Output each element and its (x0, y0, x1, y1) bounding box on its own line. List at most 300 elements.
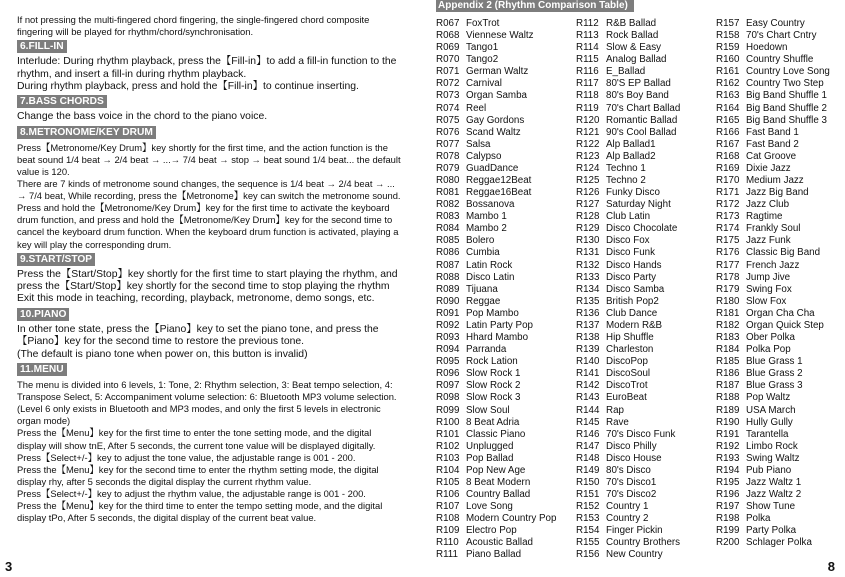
rhythm-row (436, 175, 556, 187)
rhythm-row (716, 235, 830, 247)
rhythm-name: Jump Jive (746, 271, 791, 283)
rhythm-code: R139 (576, 344, 600, 356)
rhythm-name: EuroBeat (606, 392, 647, 404)
rhythm-row (576, 332, 680, 344)
rhythm-name: Salsa (466, 138, 491, 150)
rhythm-name: Organ Samba (466, 90, 527, 102)
rhythm-name: Jazz Big Band (746, 187, 809, 199)
rhythm-name: E_Ballad (606, 66, 646, 78)
rhythm-name: Disco Philly (606, 440, 657, 452)
rhythm-row (576, 187, 680, 199)
rhythm-name: Country 1 (606, 501, 649, 513)
rhythm-name: Gay Gordons (466, 114, 525, 126)
rhythm-code: R078 (436, 150, 460, 162)
rhythm-code: R136 (576, 307, 600, 319)
section-paragraph: (Level 6 only exists in Bluetooth and MP3 modes, and only the first 5 levels in electronic organ mode) (17, 403, 381, 427)
rhythm-code: R081 (436, 187, 460, 199)
rhythm-code: R092 (436, 319, 460, 331)
rhythm-row (576, 272, 680, 284)
rhythm-code: R101 (436, 428, 460, 440)
rhythm-code: R144 (576, 404, 600, 416)
rhythm-name: Swing Waltz (746, 452, 800, 464)
rhythm-code: R075 (436, 114, 460, 126)
rhythm-row (716, 103, 830, 115)
rhythm-name: Bolero (466, 235, 495, 247)
rhythm-code: R184 (716, 344, 740, 356)
rhythm-row (436, 66, 556, 78)
rhythm-code: R072 (436, 78, 460, 90)
rhythm-code: R199 (716, 525, 740, 537)
rhythm-row (436, 151, 556, 163)
rhythm-row (716, 18, 830, 30)
rhythm-row (436, 139, 556, 151)
rhythm-name: Ober Polka (746, 332, 796, 344)
rhythm-code: R074 (436, 102, 460, 114)
rhythm-name: Hully Gully (746, 416, 793, 428)
rhythm-name: Techno 1 (606, 162, 646, 174)
rhythm-name: Disco Fox (606, 235, 650, 247)
rhythm-code: R098 (436, 392, 460, 404)
rhythm-code: R082 (436, 199, 460, 211)
rhythm-row (576, 199, 680, 211)
rhythm-name: Rock Lation (466, 356, 518, 368)
rhythm-name: Viennese Waltz (466, 30, 534, 42)
rhythm-name: Pop Waltz (746, 392, 791, 404)
rhythm-name: Rock Ballad (606, 30, 659, 42)
rhythm-code: R102 (436, 440, 460, 452)
rhythm-name: Big Band Shuffle 2 (746, 102, 827, 114)
section-heading: 11.MENU (17, 363, 67, 376)
rhythm-row (576, 344, 680, 356)
rhythm-name: Parranda (466, 344, 507, 356)
rhythm-name: Rap (606, 404, 624, 416)
rhythm-row (716, 211, 830, 223)
rhythm-column-2 (576, 18, 680, 562)
rhythm-name: R&B Ballad (606, 18, 657, 29)
rhythm-code: R073 (436, 90, 460, 102)
rhythm-name: Tarantella (746, 428, 789, 440)
rhythm-code: R155 (576, 537, 600, 549)
rhythm-name: 70's Chart Cntry (746, 30, 817, 42)
rhythm-code: R169 (716, 162, 740, 174)
rhythm-row (436, 368, 556, 380)
rhythm-code: R071 (436, 66, 460, 78)
rhythm-row (436, 54, 556, 66)
rhythm-code: R135 (576, 295, 600, 307)
rhythm-row (436, 163, 556, 175)
rhythm-code: R122 (576, 138, 600, 150)
rhythm-code: R077 (436, 138, 460, 150)
rhythm-name: Hoedown (746, 42, 788, 54)
rhythm-column-1 (436, 18, 556, 562)
rhythm-row (716, 513, 830, 525)
rhythm-row (716, 320, 830, 332)
rhythm-name: Big Band Shuffle 1 (746, 90, 827, 102)
rhythm-code: R171 (716, 187, 740, 199)
rhythm-name: Polka (746, 513, 771, 525)
rhythm-name: Saturday Night (606, 199, 671, 211)
rhythm-row (716, 380, 830, 392)
rhythm-name: Cat Groove (746, 150, 797, 162)
rhythm-column-3 (716, 18, 830, 549)
section-paragraph: In other tone state, press the【Piano】key to set the piano tone, and press the【Piano】key for the second time to restore the previous tone. (17, 323, 379, 348)
rhythm-name: Club Dance (606, 307, 658, 319)
rhythm-row (576, 380, 680, 392)
rhythm-name: Country Love Song (746, 66, 830, 78)
rhythm-name: Disco Party (606, 271, 657, 283)
rhythm-code: R196 (716, 489, 740, 501)
rhythm-code: R174 (716, 223, 740, 235)
rhythm-code: R185 (716, 356, 740, 368)
rhythm-row (436, 42, 556, 54)
rhythm-code: R094 (436, 344, 460, 356)
rhythm-row (716, 199, 830, 211)
rhythm-row (716, 417, 830, 429)
rhythm-code: R152 (576, 501, 600, 513)
rhythm-row (716, 66, 830, 78)
rhythm-code: R127 (576, 199, 600, 211)
rhythm-row (436, 18, 556, 30)
rhythm-name: Blue Grass 2 (746, 368, 803, 380)
rhythm-row (436, 103, 556, 115)
rhythm-name: Reggae12Beat (466, 175, 532, 187)
rhythm-name: Slow Rock 1 (466, 368, 521, 380)
rhythm-row (716, 127, 830, 139)
rhythm-row (716, 272, 830, 284)
rhythm-name: Carnival (466, 78, 502, 90)
rhythm-row (436, 429, 556, 441)
rhythm-name: Hip Shuffle (606, 332, 654, 344)
rhythm-row (716, 296, 830, 308)
rhythm-name: DiscoTrot (606, 380, 648, 392)
rhythm-code: R150 (576, 476, 600, 488)
rhythm-code: R104 (436, 464, 460, 476)
rhythm-row (576, 368, 680, 380)
rhythm-code: R084 (436, 223, 460, 235)
rhythm-row (436, 501, 556, 513)
rhythm-name: Unplugged (466, 440, 514, 452)
rhythm-row (576, 537, 680, 549)
rhythm-row (716, 392, 830, 404)
rhythm-name: Slow Rock 3 (466, 392, 521, 404)
rhythm-name: Pop Ballad (466, 452, 514, 464)
rhythm-name: Analog Ballad (606, 54, 667, 66)
rhythm-name: Fast Band 1 (746, 126, 799, 138)
rhythm-code: R191 (716, 428, 740, 440)
rhythm-name: DiscoSoul (606, 368, 651, 380)
rhythm-row (716, 489, 830, 501)
rhythm-row (436, 405, 556, 417)
rhythm-row (436, 211, 556, 223)
rhythm-code: R138 (576, 332, 600, 344)
rhythm-code: R083 (436, 211, 460, 223)
rhythm-row (436, 247, 556, 259)
rhythm-row (436, 332, 556, 344)
rhythm-row (436, 549, 556, 561)
rhythm-code: R190 (716, 416, 740, 428)
rhythm-row (436, 272, 556, 284)
rhythm-row (576, 320, 680, 332)
rhythm-name: Finger Pickin (606, 525, 663, 537)
rhythm-row (576, 308, 680, 320)
rhythm-code: R090 (436, 295, 460, 307)
section-paragraph: Change the bass voice in the chord to the piano voice. (17, 111, 268, 123)
rhythm-row (716, 453, 830, 465)
rhythm-name: Piano Ballad (466, 549, 522, 561)
rhythm-code: R176 (716, 247, 740, 259)
rhythm-code: R103 (436, 452, 460, 464)
rhythm-name: Mambo 2 (466, 223, 507, 235)
rhythm-code: R117 (576, 78, 599, 90)
rhythm-row (436, 417, 556, 429)
rhythm-name: Blue Grass 1 (746, 356, 803, 368)
rhythm-code: R132 (576, 259, 600, 271)
rhythm-row (576, 392, 680, 404)
rhythm-code: R148 (576, 452, 600, 464)
rhythm-code: R143 (576, 392, 600, 404)
rhythm-name: Polka Pop (746, 344, 791, 356)
rhythm-name: Acoustic Ballad (466, 537, 533, 549)
rhythm-code: R085 (436, 235, 460, 247)
rhythm-code: R068 (436, 30, 460, 42)
rhythm-name: 70's Chart Ballad (606, 102, 681, 114)
manual-page-left (17, 14, 402, 524)
rhythm-row (436, 296, 556, 308)
rhythm-row (716, 151, 830, 163)
rhythm-row (576, 151, 680, 163)
rhythm-name: Jazz Waltz 1 (746, 476, 802, 488)
rhythm-row (436, 380, 556, 392)
appendix-heading: Appendix 2 (Rhythm Comparison Table) (436, 0, 634, 12)
rhythm-name: French Jazz (746, 259, 800, 271)
rhythm-row (436, 187, 556, 199)
intro-text: If not pressing the multi-fingered chord fingering, the single-fingered chord composite fingering will be played for rhythm/chord/synchronisation. (17, 14, 370, 38)
rhythm-row (576, 103, 680, 115)
rhythm-name: Fast Band 2 (746, 138, 799, 150)
rhythm-code: R076 (436, 126, 460, 138)
rhythm-row (436, 525, 556, 537)
rhythm-name: Country Shuffle (746, 54, 814, 66)
page-number-left: 3 (5, 559, 13, 574)
rhythm-row (716, 115, 830, 127)
rhythm-row (716, 90, 830, 102)
rhythm-code: R134 (576, 283, 600, 295)
rhythm-row (716, 78, 830, 90)
rhythm-row (576, 42, 680, 54)
rhythm-name: Love Song (466, 501, 513, 513)
rhythm-code: R115 (576, 54, 599, 66)
rhythm-code: R159 (716, 42, 740, 54)
rhythm-code: R086 (436, 247, 460, 259)
rhythm-code: R182 (716, 319, 740, 331)
rhythm-row (576, 453, 680, 465)
rhythm-code: R088 (436, 271, 460, 283)
rhythm-name: USA March (746, 404, 796, 416)
rhythm-row (576, 247, 680, 259)
rhythm-name: 8 Beat Modern (466, 476, 531, 488)
rhythm-code: R095 (436, 356, 460, 368)
rhythm-name: Mambo 1 (466, 211, 507, 223)
section-paragraph: Interlude: During rhythm playback, press the【Fill-in】to add a fill-in function to the rhythm, and insert a fill-in during rhythm playback. (17, 56, 397, 80)
rhythm-row (716, 30, 830, 42)
rhythm-row (436, 513, 556, 525)
rhythm-name: 90's Cool Ballad (606, 126, 677, 138)
rhythm-row (576, 429, 680, 441)
rhythm-name: Country Brothers (606, 537, 681, 549)
rhythm-code: R158 (716, 30, 740, 42)
rhythm-name: Scand Waltz (466, 126, 521, 138)
rhythm-row (716, 405, 830, 417)
rhythm-name: German Waltz (466, 66, 529, 78)
rhythm-code: R149 (576, 464, 600, 476)
rhythm-code: R189 (716, 404, 740, 416)
rhythm-row (716, 356, 830, 368)
rhythm-name: Alp Ballad1 (606, 138, 656, 150)
rhythm-code: R124 (576, 162, 600, 174)
rhythm-code: R123 (576, 150, 600, 162)
rhythm-code: R188 (716, 392, 740, 404)
rhythm-row (436, 284, 556, 296)
rhythm-code: R161 (716, 66, 740, 78)
rhythm-name: Disco House (606, 452, 662, 464)
rhythm-name: 70's Disco1 (606, 476, 657, 488)
rhythm-code: R166 (716, 126, 740, 138)
rhythm-row (436, 223, 556, 235)
rhythm-code: R120 (576, 114, 600, 126)
rhythm-row (576, 477, 680, 489)
rhythm-name: Reggae (466, 295, 501, 307)
rhythm-name: 70's Disco2 (606, 489, 657, 501)
rhythm-row (716, 477, 830, 489)
rhythm-row (576, 417, 680, 429)
rhythm-code: R160 (716, 54, 740, 66)
rhythm-row (576, 235, 680, 247)
rhythm-name: Classic Big Band (746, 247, 821, 259)
rhythm-row (436, 356, 556, 368)
rhythm-name: GuadDance (466, 162, 519, 174)
rhythm-row (576, 175, 680, 187)
rhythm-row (576, 211, 680, 223)
rhythm-code: R183 (716, 332, 740, 344)
rhythm-name: 8 Beat Adria (466, 416, 520, 428)
rhythm-code: R173 (716, 211, 740, 223)
rhythm-name: Cumbia (466, 247, 500, 259)
rhythm-code: R105 (436, 476, 460, 488)
rhythm-code: R163 (716, 90, 740, 102)
rhythm-row (716, 139, 830, 151)
rhythm-name: Show Tune (746, 501, 796, 513)
rhythm-row (716, 260, 830, 272)
rhythm-code: R080 (436, 175, 460, 187)
rhythm-code: R126 (576, 187, 600, 199)
rhythm-row (576, 405, 680, 417)
rhythm-code: R067 (436, 18, 460, 29)
rhythm-row (436, 30, 556, 42)
rhythm-code: R168 (716, 150, 740, 162)
rhythm-name: Reggae16Beat (466, 187, 532, 199)
rhythm-name: Easy Country (746, 18, 805, 29)
rhythm-name: Country Two Step (746, 78, 824, 90)
rhythm-row (436, 115, 556, 127)
rhythm-code: R165 (716, 114, 740, 126)
rhythm-name: New Country (606, 549, 663, 561)
rhythm-code: R193 (716, 452, 740, 464)
rhythm-name: Slow Rock 2 (466, 380, 521, 392)
rhythm-name: 80's Disco (606, 464, 651, 476)
section-heading: 9.START/STOP (17, 253, 95, 266)
rhythm-code: R113 (576, 30, 599, 42)
rhythm-code: R186 (716, 368, 740, 380)
rhythm-code: R154 (576, 525, 600, 537)
rhythm-row (716, 308, 830, 320)
rhythm-row (716, 163, 830, 175)
rhythm-name: Tango1 (466, 42, 499, 54)
rhythm-code: R162 (716, 78, 740, 90)
rhythm-row (576, 78, 680, 90)
rhythm-row (716, 501, 830, 513)
rhythm-name: Romantic Ballad (606, 114, 678, 126)
rhythm-name: Organ Quick Step (746, 319, 824, 331)
rhythm-name: 80'S EP Ballad (606, 78, 671, 90)
rhythm-row (716, 429, 830, 441)
rhythm-row (716, 332, 830, 344)
rhythm-row (716, 175, 830, 187)
rhythm-row (436, 78, 556, 90)
rhythm-name: Pub Piano (746, 464, 792, 476)
section-paragraph: Press the【Start/Stop】key shortly for the first time to start playing the rhythm, and press the【Start/Stop】key shortly for the second time to stop playing the rhythm Exit this mode in teaching, recording, playback, metronome, demo songs, etc. (17, 268, 398, 305)
rhythm-code: R147 (576, 440, 600, 452)
rhythm-row (436, 308, 556, 320)
rhythm-name: Schlager Polka (746, 537, 812, 549)
rhythm-code: R198 (716, 513, 740, 525)
rhythm-code: R164 (716, 102, 740, 114)
rhythm-code: R175 (716, 235, 740, 247)
rhythm-code: R133 (576, 271, 600, 283)
rhythm-code: R112 (576, 18, 599, 29)
rhythm-code: R157 (716, 18, 740, 29)
section-paragraph: Press【Select+/-】key to adjust the rhythm value, the adjustable range is 001 - 200. (17, 487, 366, 499)
rhythm-name: British Pop2 (606, 295, 659, 307)
rhythm-name: Slow Soul (466, 404, 510, 416)
rhythm-code: R187 (716, 380, 740, 392)
rhythm-row (576, 30, 680, 42)
rhythm-name: Slow Fox (746, 295, 787, 307)
rhythm-code: R129 (576, 223, 600, 235)
rhythm-name: Modern R&B (606, 319, 663, 331)
rhythm-code: R141 (576, 368, 600, 380)
rhythm-row (716, 187, 830, 199)
rhythm-name: Big Band Shuffle 3 (746, 114, 827, 126)
section-heading: 8.METRONOME/KEY DRUM (17, 126, 156, 139)
rhythm-row (716, 247, 830, 259)
rhythm-code: R172 (716, 199, 740, 211)
rhythm-row (436, 392, 556, 404)
rhythm-row (576, 465, 680, 477)
rhythm-row (436, 320, 556, 332)
rhythm-code: R170 (716, 175, 740, 187)
rhythm-name: Dixie Jazz (746, 162, 791, 174)
rhythm-row (576, 489, 680, 501)
section-heading: 6.FILL-IN (17, 40, 67, 53)
rhythm-code: R100 (436, 416, 460, 428)
rhythm-name: Disco Samba (606, 283, 665, 295)
rhythm-row (436, 537, 556, 549)
rhythm-row (576, 513, 680, 525)
rhythm-code: R130 (576, 235, 600, 247)
rhythm-row (576, 525, 680, 537)
rhythm-code: R109 (436, 525, 460, 537)
rhythm-name: Pop Mambo (466, 307, 519, 319)
